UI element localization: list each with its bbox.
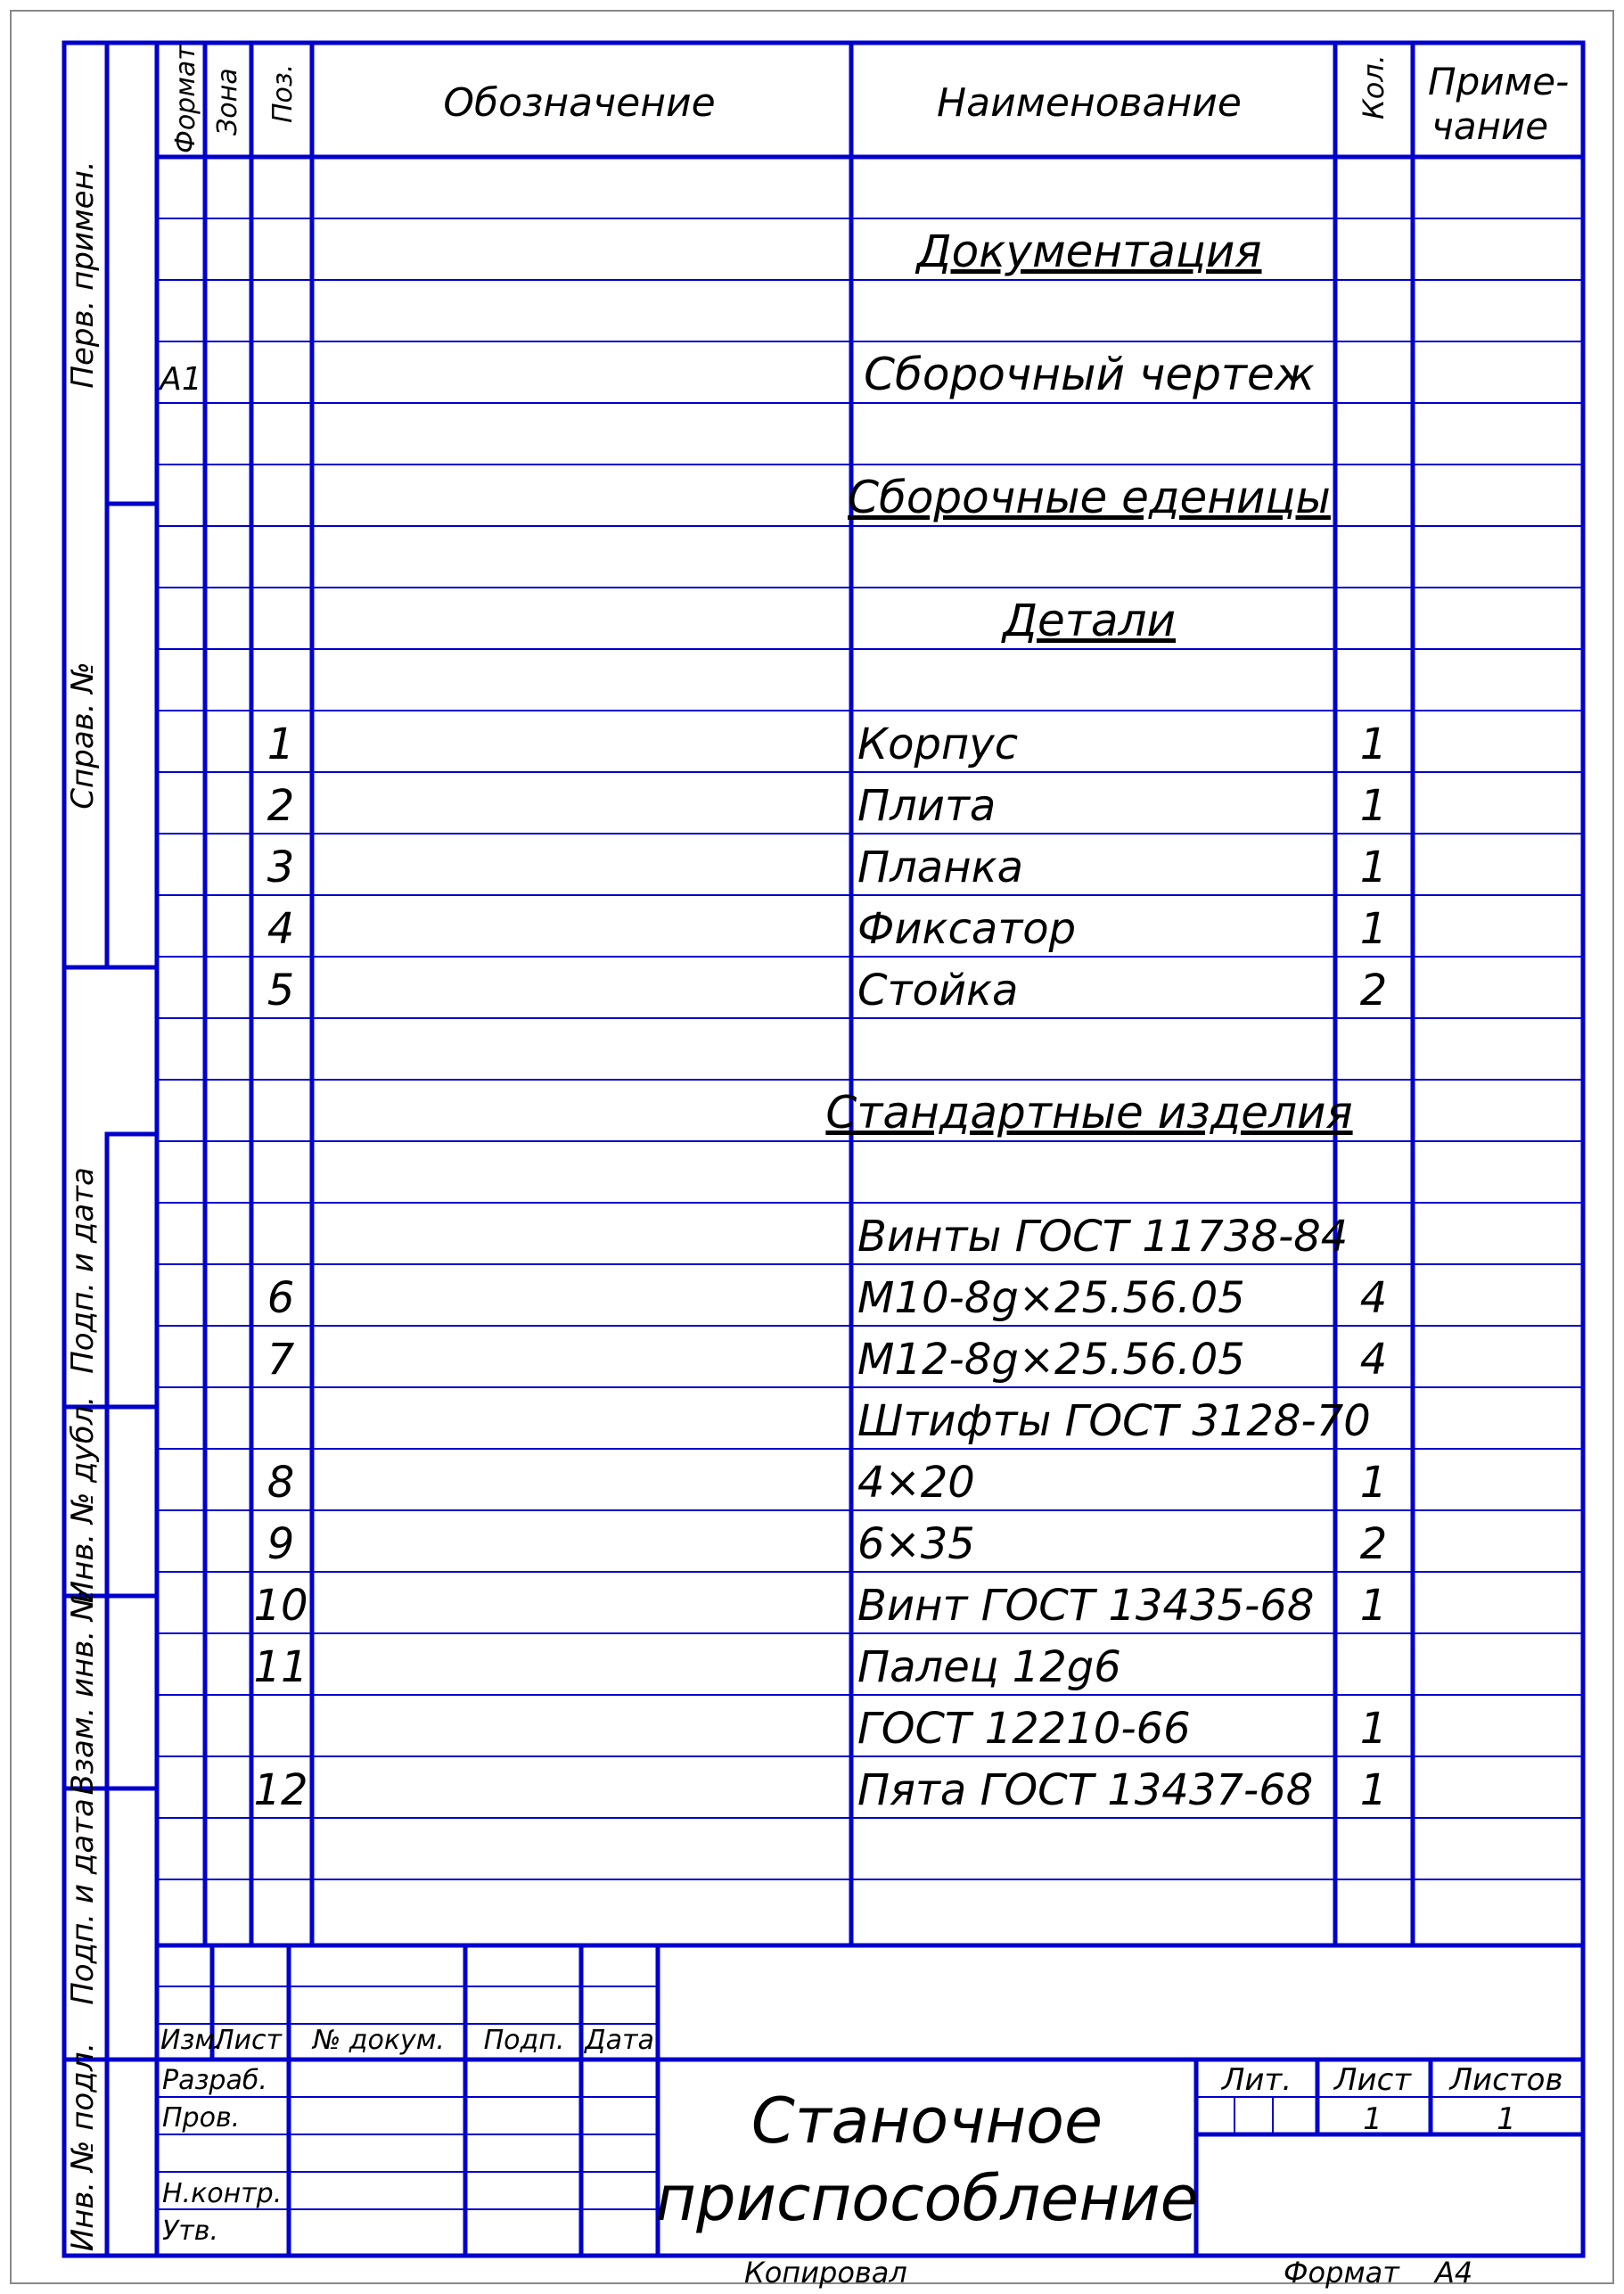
footer-format-label: Формат bbox=[1284, 2256, 1399, 2290]
row-name: 4×20 bbox=[857, 1458, 975, 1508]
row-qty: 1 bbox=[1359, 781, 1388, 831]
row-qty: 4 bbox=[1359, 1273, 1388, 1323]
section-title: Документация bbox=[916, 226, 1262, 277]
row-name: М10-8g×25.56.05 bbox=[857, 1273, 1245, 1323]
row-pos: 5 bbox=[267, 966, 295, 1015]
strip-inv-no-dubl: Инв. № дубл. bbox=[65, 1395, 101, 1604]
tb-data: Дата bbox=[585, 2025, 654, 2056]
footer bbox=[744, 2256, 1472, 2290]
header-zone: Зона bbox=[212, 68, 243, 136]
row-qty: 4 bbox=[1359, 1335, 1388, 1385]
row-pos: 9 bbox=[267, 1519, 295, 1569]
row-pos: 2 bbox=[267, 781, 295, 831]
table-header bbox=[170, 44, 1569, 153]
row-qty: 1 bbox=[1359, 904, 1388, 954]
header-qty: Кол. bbox=[1357, 54, 1390, 119]
header-format: Формат bbox=[170, 45, 201, 153]
tb-lit: Лит. bbox=[1221, 2062, 1292, 2098]
row-name: ГОСТ 12210-66 bbox=[857, 1704, 1191, 1754]
row-name: Палец 12g6 bbox=[857, 1642, 1121, 1692]
tb-list: Лист bbox=[214, 2025, 283, 2056]
strip-sprav-no: Справ. № bbox=[65, 662, 101, 810]
row-pos: 3 bbox=[267, 843, 295, 892]
row-pos: 10 bbox=[253, 1581, 308, 1631]
row-name: Сборочный чертеж bbox=[864, 349, 1315, 400]
row-qty: 1 bbox=[1359, 1765, 1388, 1815]
row-name: Планка bbox=[857, 843, 1023, 892]
tb-title-line-1: Станочное bbox=[750, 2084, 1103, 2158]
row-qty: 1 bbox=[1359, 719, 1388, 769]
row-name: Фиксатор bbox=[857, 904, 1077, 954]
tb-razrab: Разраб. bbox=[162, 2065, 267, 2096]
tb-listov-value: 1 bbox=[1497, 2101, 1516, 2137]
row-pos: 12 bbox=[253, 1765, 308, 1815]
section-title: Стандартные изделия bbox=[825, 1087, 1353, 1139]
frame-lines bbox=[64, 43, 1583, 2256]
section-title: Сборочные еденицы bbox=[848, 472, 1331, 523]
row-pos: 11 bbox=[253, 1642, 308, 1692]
row-name: Корпус bbox=[857, 719, 1019, 769]
tb-utv: Утв. bbox=[162, 2216, 218, 2247]
row-pos: 1 bbox=[267, 719, 295, 769]
tb-nkontr: Н.контр. bbox=[162, 2178, 283, 2209]
tb-prov: Пров. bbox=[162, 2102, 241, 2134]
row-name: 6×35 bbox=[857, 1519, 975, 1569]
row-qty: 1 bbox=[1359, 1704, 1388, 1754]
row-qty: 1 bbox=[1359, 843, 1388, 892]
row-qty: 1 bbox=[1359, 1581, 1388, 1631]
header-designation: Обозначение bbox=[443, 80, 716, 126]
tb-no-dokum: № докум. bbox=[313, 2025, 445, 2056]
row-qty: 1 bbox=[1359, 1458, 1388, 1508]
row-name: Стойка bbox=[857, 966, 1019, 1015]
row-qty: 2 bbox=[1359, 966, 1388, 1015]
row-name: Плита bbox=[857, 781, 997, 831]
tb-listov-hdr: Листов bbox=[1449, 2062, 1563, 2098]
strip-inv-no-podl: Инв. № подл. bbox=[65, 2042, 101, 2252]
footer-copied: Копировал bbox=[744, 2256, 907, 2290]
row-format: A1 bbox=[160, 361, 202, 398]
row-name: Штифты ГОСТ 3128-70 bbox=[857, 1396, 1371, 1446]
tb-title-line-2: приспособление bbox=[655, 2162, 1199, 2235]
row-name: Пята ГОСТ 13437-68 bbox=[857, 1765, 1314, 1815]
header-note-2: чание bbox=[1431, 104, 1549, 148]
strip-podp-data-2: Подп. и дата bbox=[65, 1798, 101, 2005]
row-name: Винты ГОСТ 11738-84 bbox=[857, 1212, 1349, 1262]
header-note-1: Приме- bbox=[1428, 60, 1570, 103]
left-strip bbox=[65, 160, 101, 2251]
header-name: Наименование bbox=[937, 80, 1242, 126]
row-pos: 7 bbox=[267, 1335, 295, 1385]
tb-list-hdr: Лист bbox=[1333, 2062, 1412, 2098]
strip-podp-data-1: Подп. и дата bbox=[65, 1167, 101, 1374]
row-pos: 6 bbox=[267, 1273, 295, 1323]
row-qty: 2 bbox=[1359, 1519, 1388, 1569]
row-pos: 4 bbox=[267, 904, 295, 954]
row-pos: 8 bbox=[267, 1458, 295, 1508]
footer-format-value: А4 bbox=[1435, 2256, 1473, 2290]
tb-izm: Изм. bbox=[160, 2025, 224, 2056]
row-name: Винт ГОСТ 13435-68 bbox=[857, 1581, 1315, 1631]
strip-vzam-inv-no: Взам. инв. № bbox=[65, 1589, 101, 1796]
tb-podp: Подп. bbox=[483, 2025, 565, 2056]
header-pos: Поз. bbox=[267, 63, 299, 123]
section-title: Детали bbox=[1002, 595, 1177, 646]
strip-perv-primen: Перв. примен. bbox=[65, 160, 101, 389]
tb-list-value: 1 bbox=[1363, 2101, 1382, 2137]
row-name: М12-8g×25.56.05 bbox=[857, 1335, 1245, 1385]
